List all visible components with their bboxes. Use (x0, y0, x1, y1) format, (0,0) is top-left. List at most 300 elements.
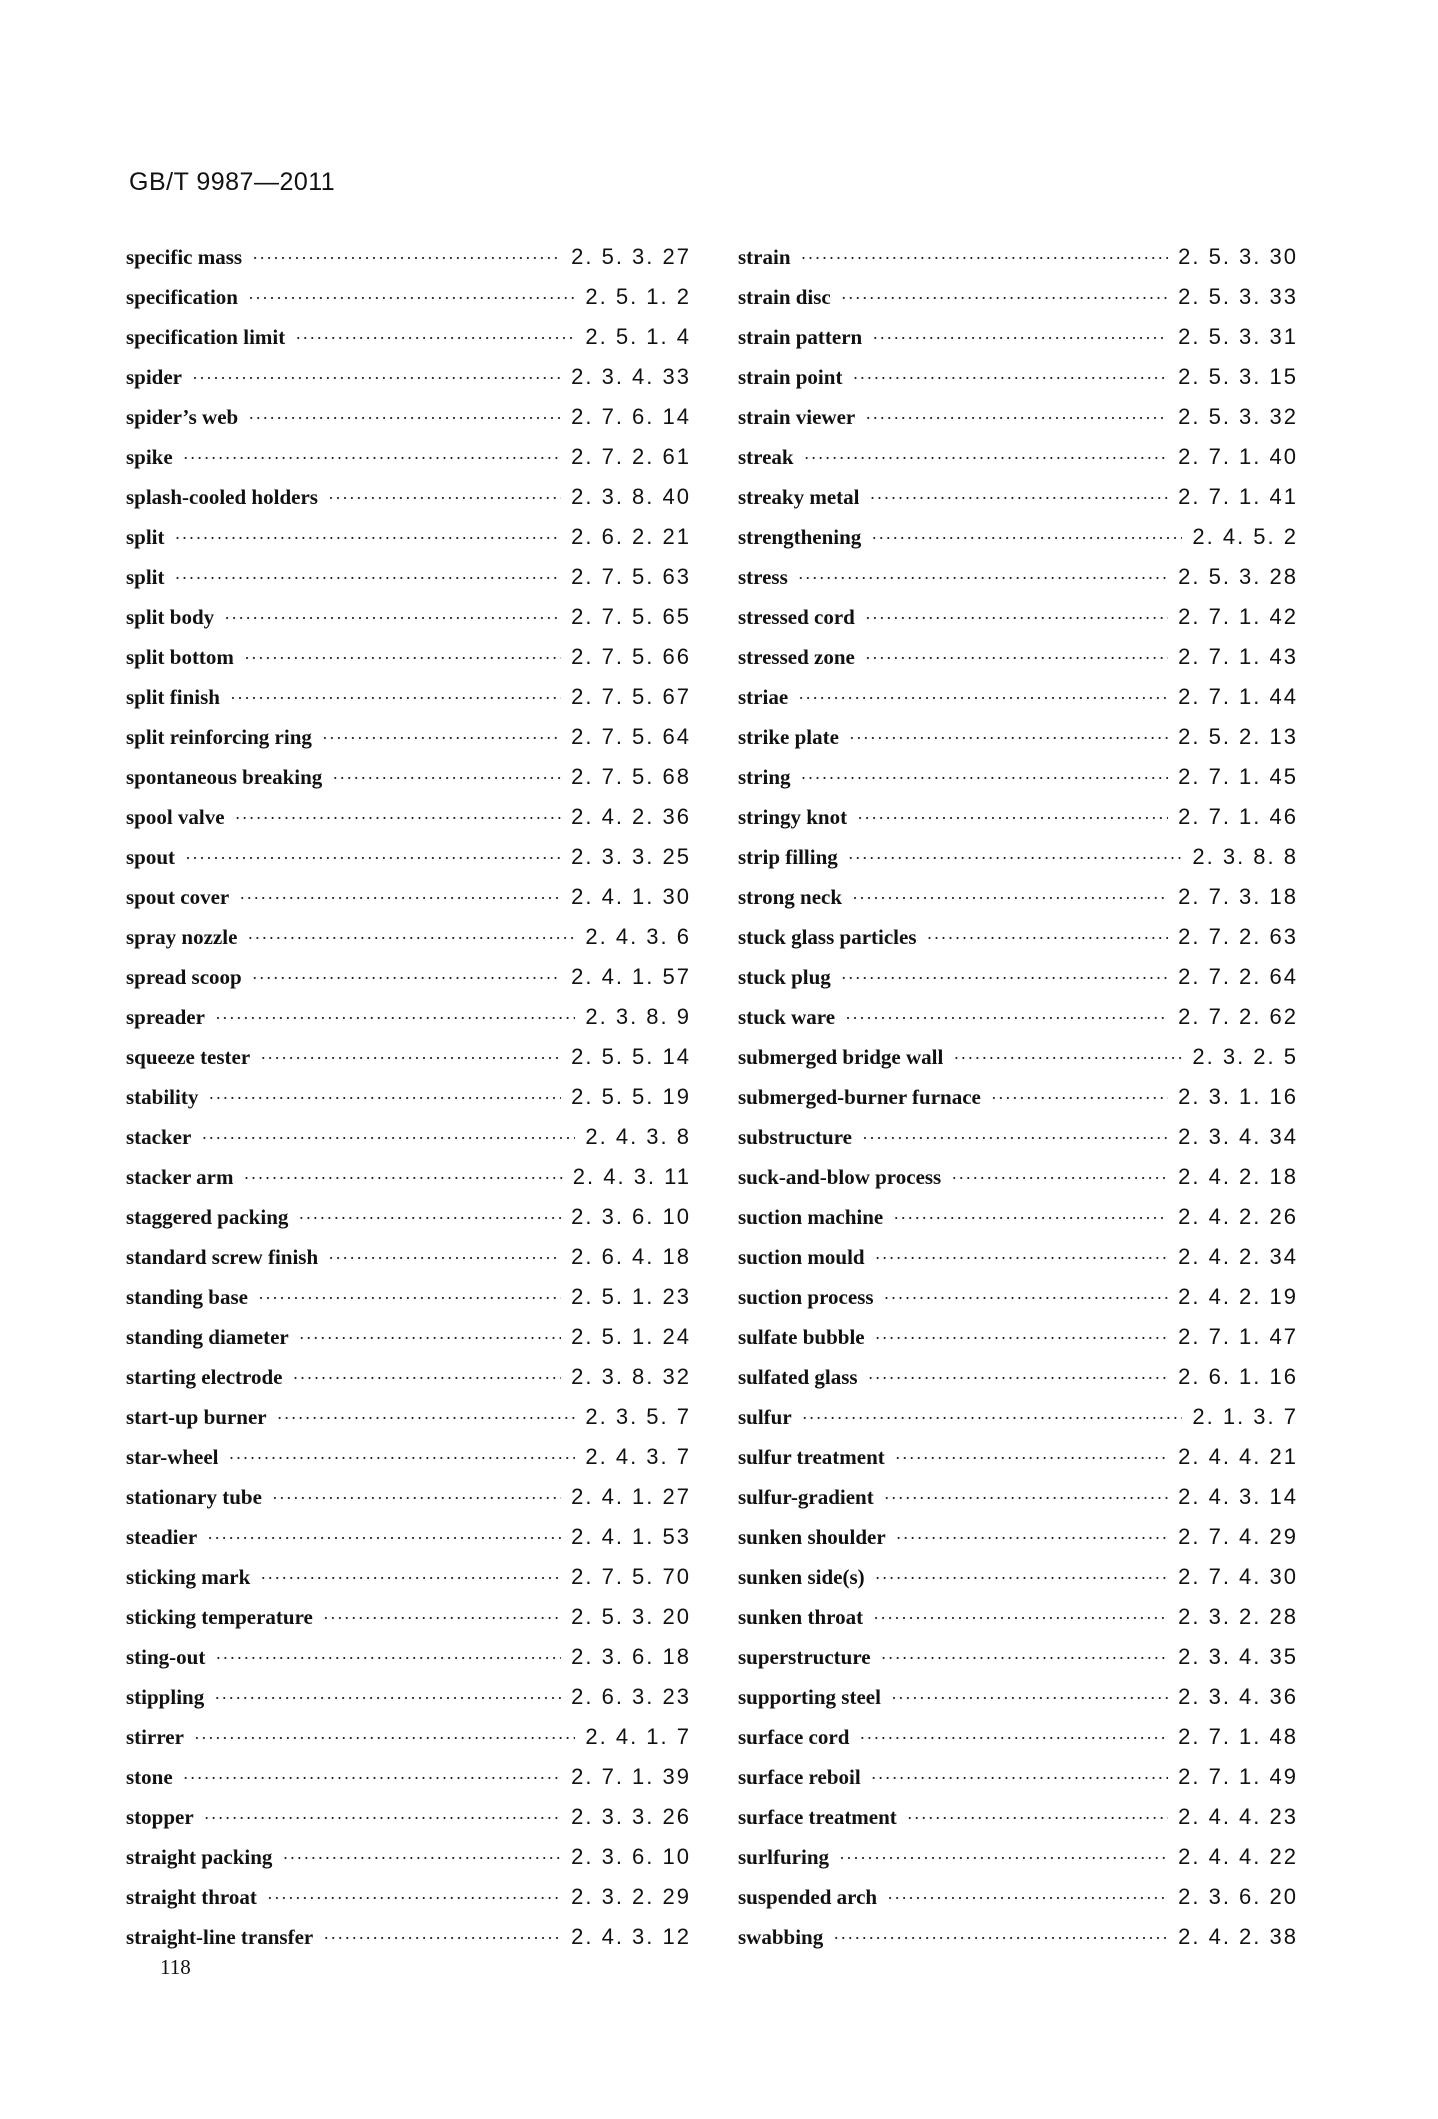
index-term: split (126, 565, 165, 589)
index-term: suction mould (738, 1245, 865, 1269)
index-reference: 2. 7. 1. 45 (1178, 764, 1298, 789)
leader-dots (252, 238, 561, 278)
index-term: spider’s web (126, 405, 239, 429)
index-entry (126, 557, 691, 597)
index-entry (738, 1757, 1298, 1797)
leader-dots (323, 1918, 561, 1958)
index-entry (126, 397, 691, 437)
index-term: strain disc (738, 285, 831, 309)
index-reference: 2. 5. 1. 24 (571, 1324, 691, 1349)
index-term: spreader (126, 1005, 205, 1029)
index-term: strain viewer (738, 405, 856, 429)
index-entry (738, 1237, 1298, 1277)
index-term: suction machine (738, 1205, 884, 1229)
leader-dots (875, 1318, 1169, 1358)
leader-dots (872, 318, 1168, 358)
index-term: submerged-burner furnace (738, 1085, 981, 1109)
index-reference: 2. 7. 4. 29 (1178, 1524, 1298, 1549)
index-term: staggered packing (126, 1205, 289, 1229)
index-reference: 2. 3. 2. 28 (1178, 1604, 1298, 1629)
index-entry (126, 1797, 691, 1837)
leader-dots (295, 318, 575, 358)
index-reference: 2. 3. 4. 36 (1178, 1684, 1298, 1709)
index-term: sulfur-gradient (738, 1485, 874, 1509)
index-reference: 2. 4. 3. 8 (585, 1124, 691, 1149)
index-reference: 2. 6. 4. 18 (571, 1244, 691, 1269)
index-entry (738, 1197, 1298, 1237)
index-entry (126, 1877, 691, 1917)
leader-dots (953, 1038, 1182, 1078)
index-reference: 2. 7. 2. 61 (571, 444, 691, 469)
index-term: stuck plug (738, 965, 831, 989)
index-reference: 2. 6. 1. 16 (1178, 1364, 1298, 1389)
index-entry (738, 837, 1298, 877)
leader-dots (332, 758, 561, 798)
leader-dots (871, 1758, 1168, 1798)
index-reference: 2. 3. 4. 34 (1178, 1124, 1298, 1149)
index-term: strong neck (738, 885, 843, 909)
index-term: spool valve (126, 805, 225, 829)
index-reference: 2. 5. 3. 32 (1178, 404, 1298, 429)
leader-dots (204, 1798, 561, 1838)
index-reference: 2. 7. 5. 70 (571, 1564, 691, 1589)
index-reference: 2. 7. 5. 68 (571, 764, 691, 789)
leader-dots (875, 1558, 1169, 1598)
leader-dots (881, 1638, 1169, 1678)
leader-dots (185, 838, 561, 878)
leader-dots (208, 1078, 561, 1118)
leader-dots (865, 398, 1168, 438)
index-term: stippling (126, 1685, 205, 1709)
index-entry (738, 1517, 1298, 1557)
index-term: star-wheel (126, 1445, 219, 1469)
index-entry (738, 1717, 1298, 1757)
leader-dots (247, 918, 575, 958)
index-entry (126, 1237, 691, 1277)
leader-dots (299, 1318, 561, 1358)
leader-dots (322, 718, 561, 758)
index-reference: 2. 4. 4. 23 (1178, 1804, 1298, 1829)
leader-dots (272, 1478, 561, 1518)
index-term: splash-cooled holders (126, 485, 318, 509)
index-entry (738, 1117, 1298, 1157)
index-reference: 2. 5. 5. 14 (571, 1044, 691, 1069)
index-entry (738, 517, 1298, 557)
leader-dots (868, 1358, 1169, 1398)
index-reference: 2. 5. 1. 23 (571, 1284, 691, 1309)
index-entry (126, 957, 691, 997)
index-term: spout (126, 845, 176, 869)
index-reference: 2. 5. 2. 13 (1178, 724, 1298, 749)
index-entry (126, 477, 691, 517)
index-reference: 2. 6. 2. 21 (571, 524, 691, 549)
index-entry (738, 317, 1298, 357)
index-entry (738, 437, 1298, 477)
index-term: sunken throat (738, 1605, 864, 1629)
index-term: straight packing (126, 1845, 273, 1869)
index-term: specification limit (126, 325, 286, 349)
index-reference: 2. 4. 2. 19 (1178, 1284, 1298, 1309)
index-entry (738, 1597, 1298, 1637)
index-term: straight-line transfer (126, 1925, 314, 1949)
index-reference: 2. 7. 2. 63 (1178, 924, 1298, 949)
index-term: sunken shoulder (738, 1525, 886, 1549)
leader-dots (252, 958, 561, 998)
index-reference: 2. 7. 1. 42 (1178, 604, 1298, 629)
leader-dots (801, 758, 1169, 798)
index-term: stacker (126, 1125, 192, 1149)
leader-dots (841, 958, 1168, 998)
index-reference: 2. 3. 8. 8 (1192, 844, 1298, 869)
index-entry (126, 1757, 691, 1797)
index-reference: 2. 4. 2. 34 (1178, 1244, 1298, 1269)
index-reference: 2. 7. 5. 67 (571, 684, 691, 709)
index-entry (126, 1917, 691, 1957)
index-entry (126, 757, 691, 797)
index-entry (738, 1037, 1298, 1077)
index-entry (738, 1837, 1298, 1877)
index-entry (126, 357, 691, 397)
index-term: stressed zone (738, 645, 855, 669)
index-reference: 2. 3. 2. 29 (571, 1884, 691, 1909)
leader-dots (282, 1838, 561, 1878)
index-entry (126, 597, 691, 637)
index-term: superstructure (738, 1645, 871, 1669)
index-entry (738, 1397, 1298, 1437)
index-term: stopper (126, 1805, 194, 1829)
index-entry (738, 1797, 1298, 1837)
index-term: specification (126, 285, 238, 309)
index-entry (738, 477, 1298, 517)
index-entry (738, 1077, 1298, 1117)
index-entry (126, 1437, 691, 1477)
index-entry (126, 437, 691, 477)
leader-dots (804, 438, 1169, 478)
index-term: substructure (738, 1125, 852, 1149)
index-entry (126, 797, 691, 837)
leader-dots (871, 518, 1182, 558)
index-reference: 2. 7. 1. 48 (1178, 1724, 1298, 1749)
index-reference: 2. 4. 2. 18 (1178, 1164, 1298, 1189)
index-reference: 2. 7. 1. 40 (1178, 444, 1298, 469)
leader-dots (267, 1878, 561, 1918)
index-entry (126, 1837, 691, 1877)
index-reference: 2. 5. 3. 15 (1178, 364, 1298, 389)
index-term: sticking temperature (126, 1605, 313, 1629)
index-entry (126, 1317, 691, 1357)
leader-dots (802, 1398, 1183, 1438)
index-reference: 2. 7. 6. 14 (571, 404, 691, 429)
index-reference: 2. 7. 1. 46 (1178, 804, 1298, 829)
leader-dots (845, 998, 1168, 1038)
index-reference: 2. 6. 3. 23 (571, 1684, 691, 1709)
index-column-left (126, 237, 691, 1957)
leader-dots (875, 1238, 1169, 1278)
leader-dots (292, 1358, 561, 1398)
index-reference: 2. 7. 1. 44 (1178, 684, 1298, 709)
index-reference: 2. 4. 1. 53 (571, 1524, 691, 1549)
leader-dots (175, 518, 562, 558)
index-entry (738, 1157, 1298, 1197)
index-entry (738, 1437, 1298, 1477)
index-entry (738, 1637, 1298, 1677)
leader-dots (183, 1758, 561, 1798)
leader-dots (895, 1438, 1168, 1478)
index-entry (126, 1557, 691, 1597)
index-reference: 2. 3. 3. 26 (571, 1804, 691, 1829)
index-term: straight throat (126, 1885, 257, 1909)
index-entry (126, 1517, 691, 1557)
standard-code: GB/T 9987—2011 (129, 168, 336, 196)
index-reference: 2. 5. 1. 2 (585, 284, 691, 309)
index-term: string (738, 765, 791, 789)
leader-dots (214, 1678, 561, 1718)
index-reference: 2. 3. 6. 18 (571, 1644, 691, 1669)
leader-dots (207, 1518, 561, 1558)
index-reference: 2. 4. 3. 11 (572, 1164, 691, 1189)
index-reference: 2. 3. 6. 20 (1178, 1884, 1298, 1909)
index-term: stuck glass particles (738, 925, 917, 949)
index-reference: 2. 4. 3. 7 (585, 1444, 691, 1469)
index-entry (126, 1597, 691, 1637)
index-entry (126, 997, 691, 1037)
leader-dots (801, 238, 1169, 278)
index-entry (126, 1637, 691, 1677)
index-term: sulfated glass (738, 1365, 858, 1389)
index-term: split reinforcing ring (126, 725, 312, 749)
index-reference: 2. 7. 2. 64 (1178, 964, 1298, 989)
index-entry (126, 917, 691, 957)
leader-dots (248, 398, 561, 438)
index-term: stability (126, 1085, 199, 1109)
index-reference: 2. 5. 3. 28 (1178, 564, 1298, 589)
index-entry (126, 517, 691, 557)
index-reference: 2. 7. 1. 49 (1178, 1764, 1298, 1789)
index-term: strike plate (738, 725, 839, 749)
leader-dots (893, 1198, 1168, 1238)
leader-dots (277, 1398, 576, 1438)
index-term: sulfur (738, 1405, 792, 1429)
index-reference: 2. 5. 3. 31 (1178, 324, 1298, 349)
index-entry (126, 1077, 691, 1117)
index-term: stacker arm (126, 1165, 234, 1189)
leader-dots (884, 1478, 1168, 1518)
index-reference: 2. 7. 2. 62 (1178, 1004, 1298, 1029)
index-reference: 2. 3. 6. 10 (571, 1204, 691, 1229)
index-reference: 2. 3. 8. 9 (585, 1004, 691, 1029)
leader-dots (239, 878, 561, 918)
leader-dots (870, 478, 1169, 518)
index-term: standard screw finish (126, 1245, 319, 1269)
leader-dots (230, 678, 561, 718)
index-reference: 2. 7. 1. 47 (1178, 1324, 1298, 1349)
index-term: stress (738, 565, 788, 589)
index-reference: 2. 7. 4. 30 (1178, 1564, 1298, 1589)
index-entry (738, 797, 1298, 837)
leader-dots (175, 558, 562, 598)
leader-dots (865, 638, 1168, 678)
leader-dots (833, 1918, 1168, 1958)
index-term: stringy knot (738, 805, 848, 829)
leader-dots (852, 358, 1168, 398)
index-term: steadier (126, 1525, 198, 1549)
index-entry (126, 1037, 691, 1077)
index-term: standing diameter (126, 1325, 289, 1349)
leader-dots (839, 1838, 1168, 1878)
index-reference: 2. 4. 5. 2 (1192, 524, 1298, 549)
index-term: strengthening (738, 525, 862, 549)
index-term: surface cord (738, 1725, 850, 1749)
index-term: strip filling (738, 845, 838, 869)
index-entry (738, 757, 1298, 797)
index-reference: 2. 7. 3. 18 (1178, 884, 1298, 909)
index-term: stressed cord (738, 605, 855, 629)
index-entry (126, 1357, 691, 1397)
index-reference: 2. 3. 1. 16 (1178, 1084, 1298, 1109)
leader-dots (260, 1558, 561, 1598)
index-entry (126, 277, 691, 317)
index-entry (738, 677, 1298, 717)
index-entry (738, 237, 1298, 277)
index-reference: 2. 3. 8. 40 (571, 484, 691, 509)
index-entry (738, 1477, 1298, 1517)
index-reference: 2. 3. 4. 33 (571, 364, 691, 389)
leader-dots (260, 1038, 561, 1078)
index-reference: 2. 7. 5. 66 (571, 644, 691, 669)
index-term: spontaneous breaking (126, 765, 323, 789)
leader-dots (884, 1278, 1169, 1318)
index-reference: 2. 5. 3. 20 (571, 1604, 691, 1629)
leader-dots (798, 678, 1168, 718)
index-reference: 2. 4. 3. 6 (585, 924, 691, 949)
leader-dots (849, 718, 1168, 758)
leader-dots (891, 1678, 1168, 1718)
index-entry (126, 1277, 691, 1317)
index-term: sticking mark (126, 1565, 251, 1589)
leader-dots (194, 1718, 575, 1758)
index-term: spider (126, 365, 183, 389)
index-reference: 2. 5. 3. 30 (1178, 244, 1298, 269)
index-entry (738, 277, 1298, 317)
leader-dots (258, 1278, 561, 1318)
leader-dots (235, 798, 562, 838)
leader-dots (927, 918, 1169, 958)
index-term: strain (738, 245, 791, 269)
index-entry (738, 957, 1298, 997)
leader-dots (229, 1438, 576, 1478)
index-reference: 2. 7. 5. 65 (571, 604, 691, 629)
leader-dots (991, 1078, 1168, 1118)
leader-dots (224, 598, 561, 638)
index-term: supporting steel (738, 1685, 881, 1709)
index-term: streak (738, 445, 794, 469)
index-reference: 2. 7. 5. 63 (571, 564, 691, 589)
leader-dots (215, 1638, 561, 1678)
index-entry (738, 917, 1298, 957)
index-term: split body (126, 605, 215, 629)
index-entry (738, 1277, 1298, 1317)
index-reference: 2. 3. 4. 35 (1178, 1644, 1298, 1669)
index-reference: 2. 1. 3. 7 (1192, 1404, 1298, 1429)
leader-dots (244, 638, 561, 678)
leader-dots (201, 1118, 575, 1158)
leader-dots (865, 598, 1168, 638)
index-entry (126, 637, 691, 677)
leader-dots (841, 278, 1168, 318)
index-entry (738, 717, 1298, 757)
index-reference: 2. 7. 5. 64 (571, 724, 691, 749)
leader-dots (798, 558, 1168, 598)
index-entry (126, 1677, 691, 1717)
index-term: spray nozzle (126, 925, 238, 949)
leader-dots (183, 438, 561, 478)
index-reference: 2. 3. 2. 5 (1192, 1044, 1298, 1069)
leader-dots (298, 1198, 561, 1238)
index-reference: 2. 4. 2. 38 (1178, 1924, 1298, 1949)
index-entry (126, 237, 691, 277)
index-reference: 2. 7. 1. 39 (571, 1764, 691, 1789)
index-entry (126, 877, 691, 917)
index-term: sunken side(s) (738, 1565, 865, 1589)
index-term: stone (126, 1765, 173, 1789)
leader-dots (887, 1878, 1168, 1918)
index-reference: 2. 3. 6. 10 (571, 1844, 691, 1869)
index-reference: 2. 5. 5. 19 (571, 1084, 691, 1109)
index-entry (126, 677, 691, 717)
index-entry (738, 1557, 1298, 1597)
index-entry (738, 1877, 1298, 1917)
index-reference: 2. 4. 4. 21 (1178, 1444, 1298, 1469)
index-entry (126, 1397, 691, 1437)
index-term: stuck ware (738, 1005, 836, 1029)
leader-dots (907, 1798, 1168, 1838)
page-number: 118 (160, 1955, 191, 1979)
index-reference: 2. 7. 1. 41 (1178, 484, 1298, 509)
index-entry (738, 1917, 1298, 1957)
leader-dots (328, 1238, 561, 1278)
index-term: standing base (126, 1285, 248, 1309)
index-term: spread scoop (126, 965, 242, 989)
index-reference: 2. 3. 3. 25 (571, 844, 691, 869)
index-entry (738, 397, 1298, 437)
index-term: sting-out (126, 1645, 206, 1669)
leader-dots (244, 1158, 563, 1198)
index-entry (738, 997, 1298, 1037)
index-entry (126, 1197, 691, 1237)
index-reference: 2. 4. 1. 27 (571, 1484, 691, 1509)
index-term: sulfur treatment (738, 1445, 885, 1469)
leader-dots (248, 278, 575, 318)
index-reference: 2. 4. 1. 7 (585, 1724, 691, 1749)
index-term: strain pattern (738, 325, 863, 349)
index-term: stationary tube (126, 1485, 262, 1509)
leader-dots (852, 878, 1168, 918)
leader-dots (215, 998, 575, 1038)
index-term: striae (738, 685, 789, 709)
index-entry (126, 1157, 691, 1197)
index-reference: 2. 4. 2. 26 (1178, 1204, 1298, 1229)
leader-dots (192, 358, 561, 398)
index-reference: 2. 5. 3. 27 (571, 244, 691, 269)
leader-dots (328, 478, 561, 518)
index-term: surface reboil (738, 1765, 861, 1789)
index-entry (738, 557, 1298, 597)
index-entry (126, 1477, 691, 1517)
index-entry (738, 1677, 1298, 1717)
index-term: split bottom (126, 645, 234, 669)
leader-dots (896, 1518, 1168, 1558)
index-term: surlfuring (738, 1845, 830, 1869)
